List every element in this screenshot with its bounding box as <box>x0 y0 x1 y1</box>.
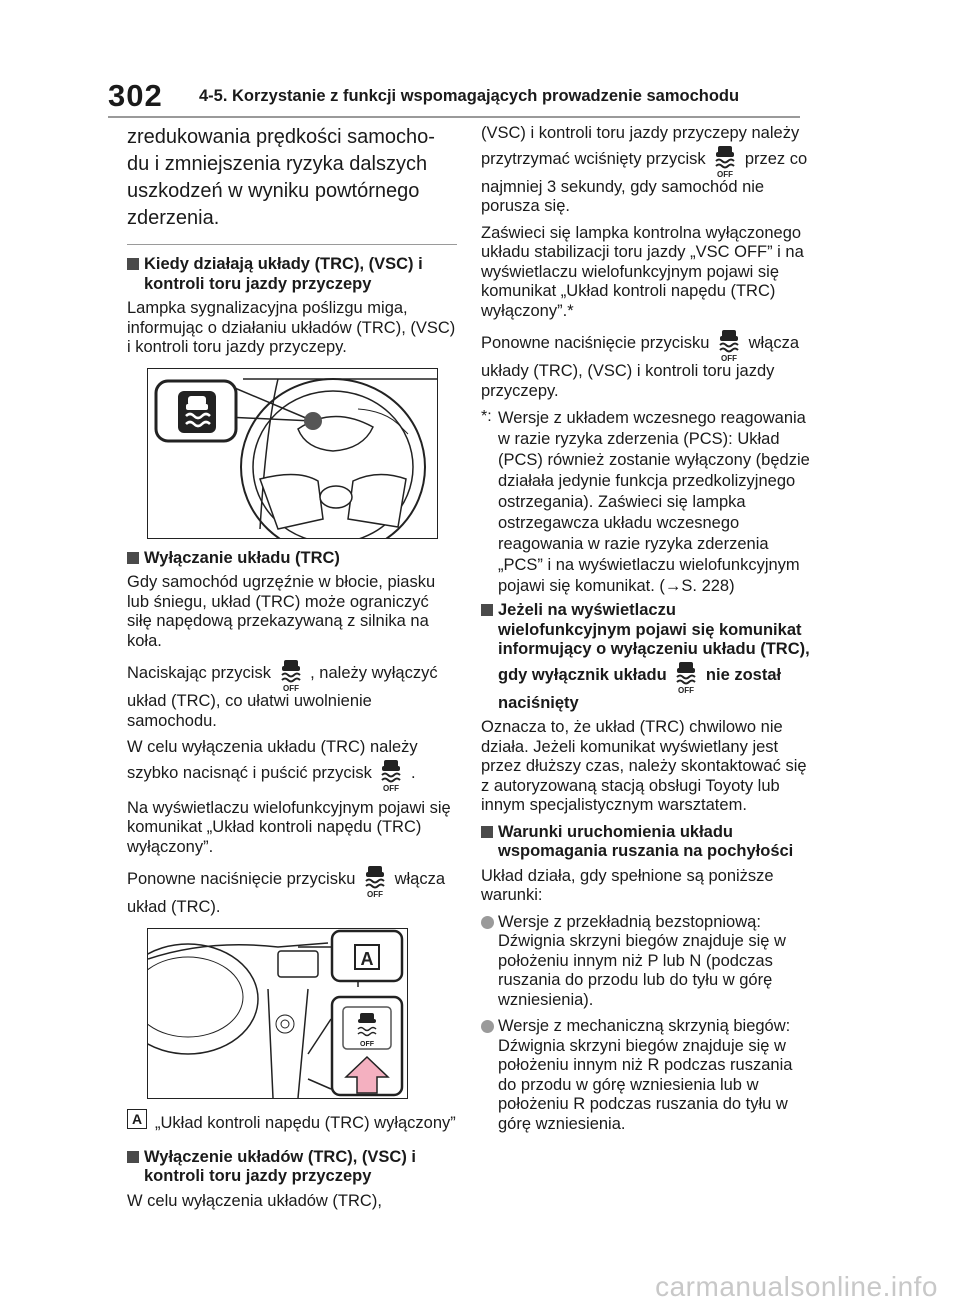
svg-text:A: A <box>360 948 374 969</box>
text: (VSC) i kontroli toru jazdy przyczepy należy przytrzymać wciśnięty przycisk <box>481 124 800 168</box>
section-heading-trc-vsc-off <box>127 1148 457 1187</box>
svg-text:OFF: OFF <box>360 1040 374 1048</box>
text: Naciskając przycisk <box>127 664 271 682</box>
heading-text: Wyłączenie układów (TRC), (VSC) i kontroli toru jazdy przyczepy <box>144 1147 416 1185</box>
chapter-title: 4-5. Korzystanie z funkcji wspomagających prowadzenie samochodu <box>199 87 740 105</box>
section-heading-trc-message <box>481 601 811 713</box>
vsc-off-button-icon <box>714 328 744 362</box>
paragraph: Lampka sygnalizacyjna poślizgu miga, informując o działaniu układów (TRC), (VSC) i kontroli toru jazdy przyczepy. <box>127 299 456 356</box>
heading-square-icon <box>481 604 493 616</box>
heading-text: Kiedy działają układy (TRC), (VSC) i kontroli toru jazdy przyczepy <box>144 255 423 293</box>
paragraph <box>127 658 457 731</box>
heading-square-icon <box>127 552 139 564</box>
text: Ponowne naciśnięcie przycisku <box>127 870 356 888</box>
lead-line-4: zderzenia. <box>127 207 220 229</box>
svg-text:OFF: OFF <box>282 684 299 692</box>
paragraph: W celu wyłączenia układów (TRC), <box>127 1191 382 1210</box>
lead-line-1: zredukowania prędkości samocho- <box>127 126 435 148</box>
list-item <box>481 1017 811 1134</box>
section-divider <box>127 244 457 245</box>
footnote-text: Wersje z układem wczesnego reagowania w razie ryzyka zderzenia (PCS): Układ (PCS) również zostanie wyłączony (będzie działała jedynie funkcja przedkolizyjnego ostrzegania). Zaświeci się lampka ostrzegawcza układu wczesnego reagowania w razie ryzyka zderzenia „PCS” i na wyświetlaczu wielofunkcyjnym pojawi się komunikat. (→S. 228) <box>498 409 810 595</box>
footnote-marker: *: <box>481 408 492 425</box>
text: W celu wyłączenia układu (TRC) należy szybko nacisnąć i puścić przycisk <box>127 738 418 782</box>
paragraph: Zaświeci się lampka kontrolna wyłączonego układu stabilizacji toru jazdy „VSC OFF” i na wyświetlaczu wielofunkcyjnym pojawi się komunikat „Układ kontroli napędu (TRC) wyłączony”.* <box>481 223 804 320</box>
heading-square-icon <box>127 258 139 270</box>
paragraph: Układ działa, gdy spełnione są poniższe warunki: <box>481 866 774 904</box>
heading-text: Jeżeli na wyświetlaczu wielofunkcyjnym pojawi się komunikat informujący o wyłączeniu układu (TRC), gdy wyłącznik układu <box>498 601 810 684</box>
dashboard-slip-indicator-illustration <box>147 368 438 539</box>
paragraph <box>481 124 811 217</box>
page-number: 302 <box>108 78 163 113</box>
list-item-text: Wersje z przekładnią bezstopniową: Dźwignia skrzyni biegów znajduje się w położeniu innym niż P lub N (podczas ruszania do przodu lub do tyłu w górę wzniesienia). <box>498 912 786 1009</box>
paragraph <box>481 328 811 401</box>
heading-text: Wyłączanie układu (TRC) <box>144 548 340 567</box>
text: Ponowne naciśnięcie przycisku <box>481 334 710 352</box>
bullet-icon <box>481 1020 494 1033</box>
paragraph: Na wyświetlaczu wielofunkcyjnym pojawi się komunikat „Układ kontroli napędu (TRC) wyłączony”. <box>127 798 451 856</box>
lead-line-3: uszkodzeń w wyniku powtórnego <box>127 180 420 202</box>
vsc-off-button-icon <box>671 660 701 694</box>
heading-square-icon <box>481 826 493 838</box>
list-item-text: Wersje z mechaniczną skrzynią biegów: Dźwignia skrzyni biegów znajduje się w położeniu innym niż R podczas ruszania do przodu w górę wzniesienia lub w położeniu R podczas ruszania do tyłu w górę wzniesienia. <box>498 1017 793 1133</box>
page-header <box>108 78 808 118</box>
svg-text:OFF: OFF <box>720 354 737 362</box>
vsc-off-button-icon <box>710 144 740 178</box>
svg-text:OFF: OFF <box>717 169 734 178</box>
svg-text:OFF: OFF <box>383 783 400 792</box>
heading-text: nie został naciśnięty <box>498 665 782 712</box>
section-heading-trc-off <box>127 549 457 569</box>
vsc-off-button-icon <box>360 864 390 898</box>
list-item <box>481 913 811 1011</box>
text: . <box>411 763 416 782</box>
section-heading-trc-vsc-active <box>127 255 457 294</box>
lead-line-2: du i zmniejszenia ryzyka dalszych <box>127 153 428 175</box>
svg-text:OFF: OFF <box>366 890 383 898</box>
text: , należy wyłączyć układ (TRC), co ułatwi uwolnienie samochodu. <box>127 664 438 730</box>
label-a-icon: A <box>127 1109 147 1129</box>
vsc-off-button-icon <box>376 758 406 792</box>
paragraph <box>127 738 457 792</box>
heading-text: Warunki uruchomienia układu wspomagania ruszania na pochyłości <box>498 822 794 860</box>
paragraph: Oznacza to, że układ (TRC) chwilowo nie działa. Jeżeli komunikat wyświetlany jest przez dłuższy czas, należy skontaktować się z autoryzowaną stacją obsługi Toyoty lub innym specjalistycznym warsztatem. <box>481 718 807 814</box>
footnote <box>481 408 811 597</box>
heading-square-icon <box>127 1151 139 1163</box>
bullet-icon <box>481 916 494 929</box>
left-column <box>127 124 457 1218</box>
section-heading-hill-start <box>481 823 811 862</box>
header-divider <box>108 116 800 118</box>
text: przez co najmniej 3 sekundy, gdy samochód nie porusza się. <box>481 149 808 215</box>
text: włącza układ (TRC). <box>127 870 445 916</box>
paragraph: Gdy samochód ugrzęźnie w błocie, piasku lub śniegu, układ (TRC) może ograniczyć siłę napędową przekazywaną z silnika na koła. <box>127 573 436 650</box>
figure-caption <box>127 1109 457 1138</box>
center-console-button-illustration <box>147 928 408 1099</box>
right-column <box>481 124 811 1141</box>
caption-text: „Układ kontroli napędu (TRC) wyłączony” <box>155 1113 456 1132</box>
text: włącza układy (TRC), (VSC) i kontroli toru jazdy przyczepy. <box>481 334 799 400</box>
svg-text:OFF: OFF <box>678 685 695 694</box>
vsc-off-button-icon <box>276 658 306 692</box>
watermark: carmanualsonline.info <box>655 1271 938 1302</box>
paragraph <box>127 864 457 918</box>
